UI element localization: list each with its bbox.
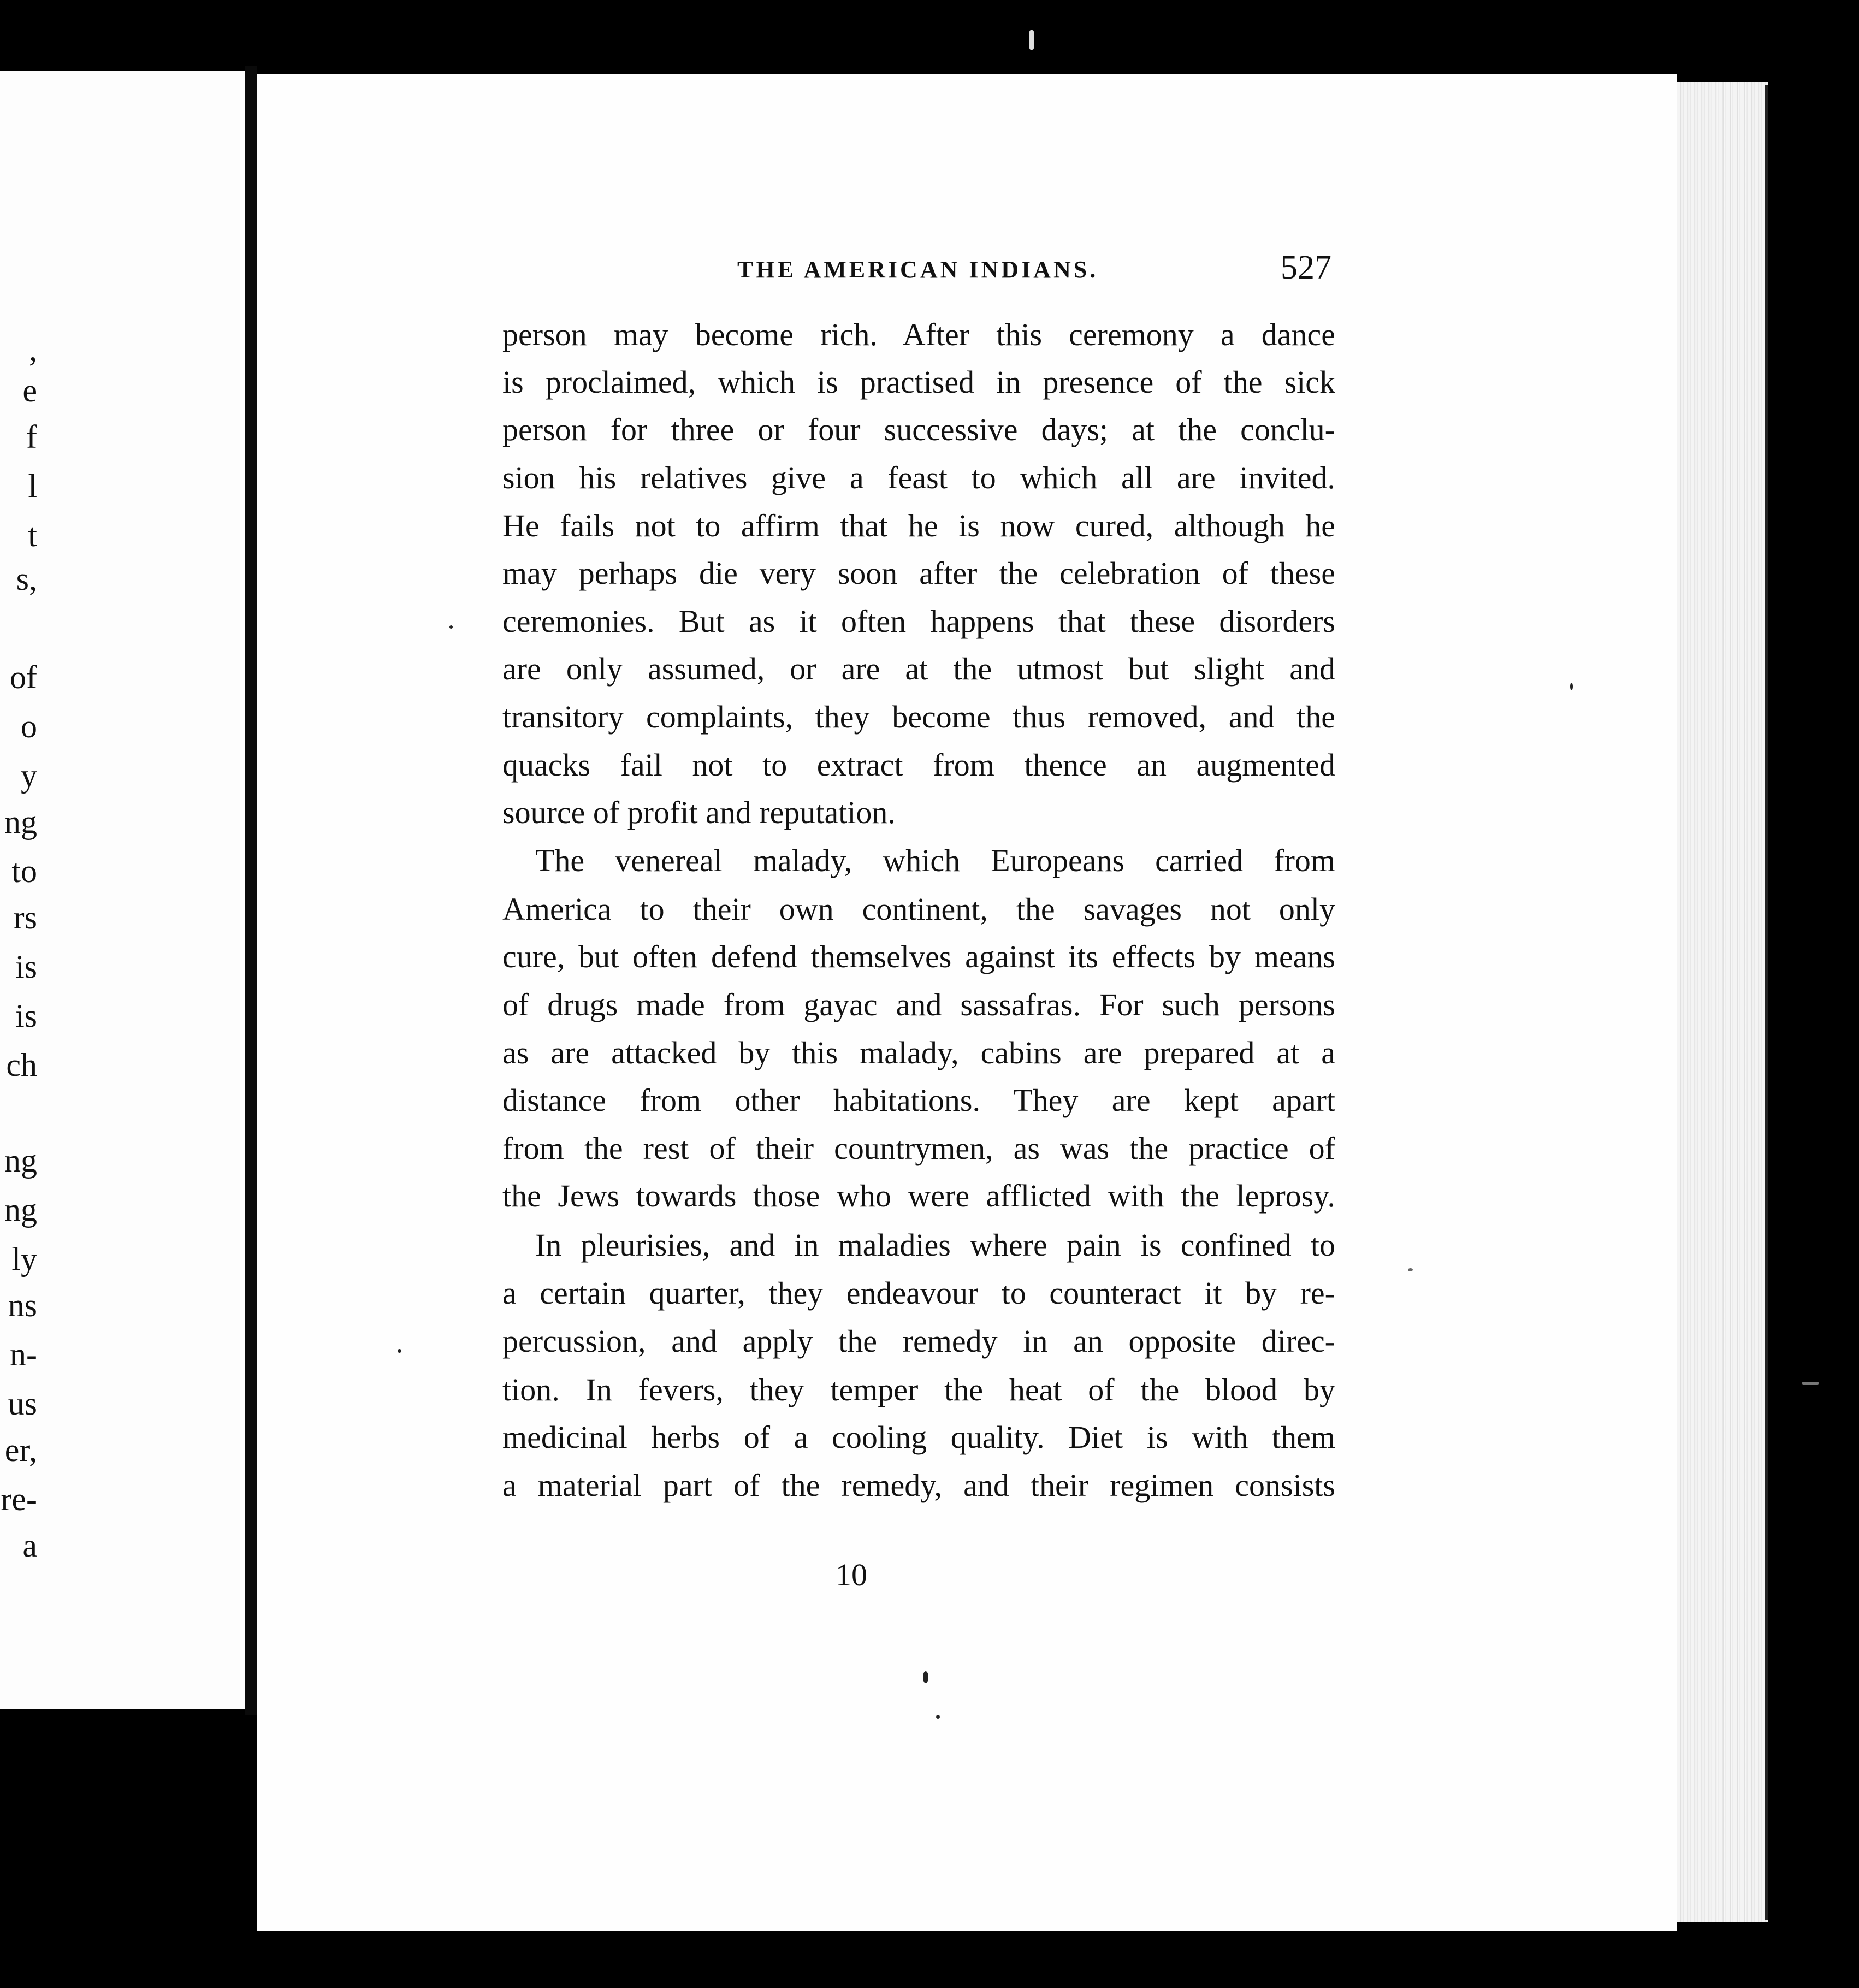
scan-speck [1408, 1268, 1413, 1271]
left-margin-fragment: a [22, 1528, 37, 1564]
text-line: person for three or four successive days; at the conclu- [502, 412, 1335, 447]
left-margin-fragment: ng [4, 1192, 37, 1228]
scan-speck [398, 1349, 401, 1353]
text-line: a certain quarter, they endeavour to counteract it by re- [502, 1275, 1335, 1311]
text-line: The venereal malady, which Europeans carried from [535, 843, 1335, 878]
scan-speck [449, 625, 453, 629]
text-line: ceremonies. But as it often happens that these disorders [502, 603, 1335, 639]
text-line: medicinal herbs of a cooling quality. Diet is with them [502, 1419, 1335, 1455]
text-line: quacks fail not to extract from thence an augmented [502, 747, 1335, 783]
left-margin-fragment: ns [8, 1287, 37, 1323]
scan-speck [936, 1715, 940, 1719]
text-line: cure, but often defend themselves against its effects by means [502, 939, 1335, 974]
left-margin-fragment: y [21, 758, 37, 794]
left-margin-fragment: ly [11, 1241, 37, 1277]
text-line: from the rest of their countrymen, as was the practice of [502, 1131, 1335, 1166]
text-line: person may become rich. After this ceremony a dance [502, 317, 1335, 352]
page-number: 527 [1281, 249, 1331, 286]
text-line: are only assumed, or are at the utmost but slight and [502, 651, 1335, 687]
text-line: percussion, and apply the remedy in an opposite direc- [502, 1323, 1335, 1359]
left-margin-fragment: rs [13, 900, 37, 936]
scan-speck [1570, 683, 1573, 690]
left-page-fragment [0, 71, 245, 1709]
text-line: of drugs made from gayac and sassafras. For such persons [502, 987, 1335, 1022]
page-edges [1677, 82, 1768, 1922]
left-margin-fragment: ch [6, 1047, 37, 1083]
scan-speck [923, 1671, 928, 1683]
left-margin-fragment: e [22, 372, 37, 409]
left-margin-fragment: ng [4, 1143, 37, 1179]
text-line: the Jews towards those who were afflicted with the leprosy. [502, 1178, 1335, 1214]
left-margin-fragment: n- [10, 1336, 37, 1372]
text-line: America to their own continent, the savages not only [502, 891, 1335, 927]
text-line: tion. In fevers, they temper the heat of the blood by [502, 1372, 1335, 1407]
left-margin-fragment: s, [16, 561, 37, 597]
left-margin-fragment: ng [4, 804, 37, 840]
running-head: THE AMERICAN INDIANS. [737, 256, 1099, 283]
left-margin-fragment: of [10, 659, 37, 695]
text-line: as are attacked by this malady, cabins are prepared at a [502, 1035, 1335, 1070]
text-line: In pleurisies, and in maladies where pain is confined to [535, 1227, 1335, 1263]
left-margin-fragment: us [8, 1386, 37, 1422]
text-line: source of profit and reputation. [502, 795, 896, 830]
left-margin-fragment: to [11, 853, 37, 889]
text-line: may perhaps die very soon after the celebration of these [502, 555, 1335, 591]
text-line: is proclaimed, which is practised in presence of the sick [502, 364, 1335, 400]
left-margin-fragment: o [21, 708, 37, 744]
left-margin-fragment: re- [1, 1481, 37, 1517]
left-margin-fragment: , [29, 332, 37, 368]
book-gutter [245, 66, 257, 1715]
left-margin-fragment: is [15, 949, 37, 985]
scan-speck [1802, 1382, 1819, 1384]
page-edge-line [1765, 85, 1768, 1920]
left-margin-fragment: er, [4, 1432, 37, 1468]
scan-speck [1029, 30, 1034, 50]
signature-mark: 10 [836, 1557, 867, 1593]
left-margin-fragment: f [26, 419, 37, 455]
text-line: transitory complaints, they become thus removed, and the [502, 699, 1335, 735]
left-margin-fragment: t [28, 517, 37, 553]
text-line: a material part of the remedy, and their regimen consists [502, 1468, 1335, 1503]
left-margin-fragment: l [28, 468, 37, 504]
left-margin-fragment: is [15, 998, 37, 1034]
text-line: He fails not to affirm that he is now cured, although he [502, 508, 1335, 543]
text-line: distance from other habitations. They are kept apart [502, 1082, 1335, 1118]
text-line: sion his relatives give a feast to which all are invited. [502, 460, 1335, 495]
